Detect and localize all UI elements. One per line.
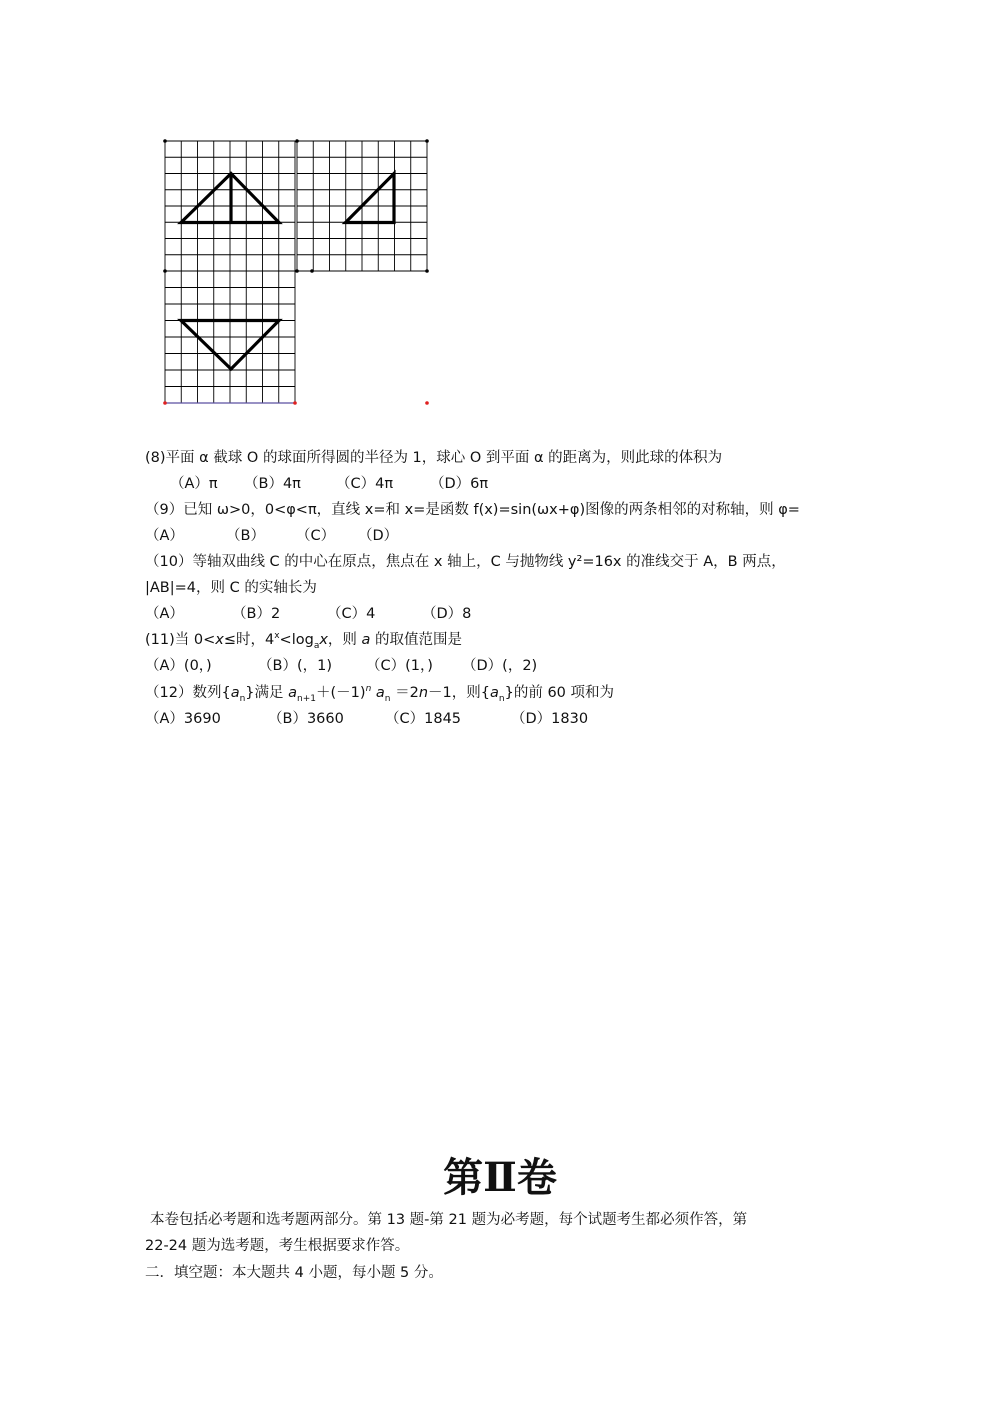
question-12-options <box>145 709 588 729</box>
section-intro-line1: 本卷包括必考题和选考题两部分。第 13 题-第 21 题为必考题，每个试题考生都必须作答，第 <box>150 1212 748 1228</box>
question-11-options <box>145 656 537 676</box>
option-b: （B）3660 <box>268 711 344 727</box>
section-title: 第Ⅱ卷 <box>443 1154 557 1201</box>
option-b: （B）2 <box>232 606 281 622</box>
question-8-stem: (8)平面 α 截球 O 的球面所得圆的半径为 1，球心 O 到平面 α 的距离为，则此球的体积为 <box>145 450 723 466</box>
side-view-shape <box>346 174 395 223</box>
option-c: （C） <box>296 528 336 544</box>
question-10-stem-line1: （10）等轴双曲线 C 的中心在原点，焦点在 x 轴上，C 与抛物线 y²=16x 的准线交于 A，B 两点， <box>145 554 786 570</box>
question-9-options <box>145 526 398 546</box>
top-view-grid <box>165 271 295 403</box>
option-a: （A） <box>145 528 184 544</box>
option-d: （D） <box>358 528 399 544</box>
option-d: （D）(，2) <box>462 658 538 674</box>
option-d: （D）8 <box>422 606 472 622</box>
option-b: （B）4π <box>244 476 301 492</box>
top-view-gridlines <box>165 271 295 403</box>
option-a: （A）π <box>170 476 218 492</box>
option-c: （C）1845 <box>385 711 462 727</box>
question-10-stem-line2: |AB|=4，则 C 的实轴长为 <box>145 580 317 596</box>
option-b: （B）(，1) <box>258 658 332 674</box>
question-9-stem: （9）已知 ω>0，0<φ<π，直线 x=和 x=是函数 f(x)=sin(ωx+φ)图像的两条相邻的对称轴，则 φ= <box>145 502 800 518</box>
option-d: （D）6π <box>430 476 489 492</box>
three-view-figure <box>0 0 1000 420</box>
question-10-options <box>145 604 471 624</box>
option-a: （A）(0，) <box>145 658 212 674</box>
section-intro-line2: 22-24 题为选考题，考生根据要求作答。 <box>145 1238 410 1254</box>
fill-in-heading: 二．填空题：本大题共 4 小题，每小题 5 分。 <box>145 1265 443 1281</box>
option-a: （A） <box>145 606 184 622</box>
option-c: （C）4 <box>327 606 376 622</box>
question-8-options <box>170 474 488 494</box>
question-12-stem: （12）数列$\{a_n\}$满足 $a_{n+1}+(-1)^n$ $a_n =2n-1$，则$\{a_n\}$的前 60 项和为 <box>145 684 615 704</box>
question-11-stem: (11)当 0<x≤时，$4^x<\log_ax$，则 a 的取值范围是 <box>145 631 463 651</box>
option-c: （C）(1，) <box>366 658 433 674</box>
option-b: （B） <box>226 528 265 544</box>
option-c: （C）4π <box>336 476 394 492</box>
front-view-shape <box>181 174 279 223</box>
option-d: （D）1830 <box>511 711 589 727</box>
option-a: （A）3690 <box>145 711 221 727</box>
